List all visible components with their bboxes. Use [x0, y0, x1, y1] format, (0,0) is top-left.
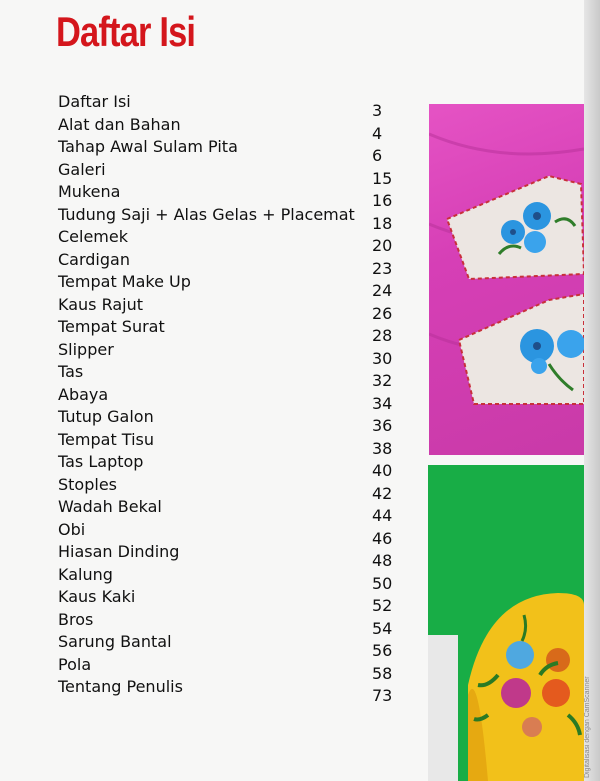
toc-label: Tudung Saji + Alas Gelas + Placemat	[58, 204, 355, 224]
toc-label: Kaus Kaki	[58, 587, 136, 606]
toc-page-number: 38	[372, 438, 393, 458]
toc-label: Celemek	[58, 227, 128, 246]
toc-row	[58, 519, 398, 548]
toc-label: Tentang Penulis	[58, 677, 183, 696]
toc-label: Cardigan	[58, 249, 130, 269]
photo-embroidered-yellow-case	[428, 465, 584, 781]
toc-row	[58, 452, 398, 480]
toc-label: Mukena	[58, 182, 121, 201]
toc-label: Hiasan Dinding	[58, 542, 180, 561]
toc-label: Obi	[58, 519, 86, 539]
toc-page-number: 26	[372, 303, 393, 323]
toc-page-number: 42	[372, 483, 393, 503]
toc-row	[58, 654, 398, 683]
toc-label: Stoples	[58, 474, 117, 494]
toc-page-number: 4	[372, 123, 383, 143]
toc-row	[58, 587, 398, 615]
toc-page-number: 23	[372, 258, 393, 278]
toc-row	[58, 204, 398, 233]
photo-yellow-case-illustration	[428, 465, 584, 781]
toc-row	[58, 542, 398, 570]
toc-page-number: 58	[372, 663, 393, 683]
toc-page-number: 40	[372, 461, 393, 480]
toc-page-number: 44	[372, 506, 393, 525]
toc-row	[58, 137, 398, 165]
toc-page-number: 18	[372, 213, 393, 233]
toc-page-number: 56	[372, 641, 393, 660]
toc-label: Sarung Bantal	[58, 632, 172, 651]
photo-pink-bag-illustration	[429, 104, 584, 455]
toc-row	[58, 564, 398, 593]
toc-row	[58, 294, 398, 323]
toc-page-number: 28	[372, 326, 393, 345]
toc-row	[58, 429, 398, 458]
toc-row	[58, 339, 398, 368]
toc-row	[58, 609, 398, 638]
toc-row	[58, 407, 398, 435]
photo-embroidered-pink-bag	[429, 104, 584, 455]
toc-label: Bros	[58, 609, 94, 629]
toc-row	[58, 474, 398, 503]
toc-page-number: 48	[372, 551, 393, 570]
toc-page-number: 3	[372, 101, 383, 120]
table-of-contents	[58, 92, 398, 705]
toc-label: Slipper	[58, 339, 114, 359]
toc-page-number: 16	[372, 191, 393, 210]
page-title: Daftar Isi	[56, 8, 196, 55]
toc-row	[58, 632, 398, 660]
toc-page-number: 73	[372, 686, 393, 705]
toc-label: Daftar Isi	[58, 92, 131, 111]
toc-label: Galeri	[58, 159, 106, 179]
toc-row	[58, 317, 398, 345]
toc-label: Alat dan Bahan	[58, 114, 181, 134]
toc-page-number: 50	[372, 573, 393, 593]
toc-label: Pola	[58, 654, 92, 674]
toc-row	[58, 159, 398, 188]
toc-page-number: 30	[372, 348, 393, 368]
toc-row	[58, 114, 398, 143]
toc-label: Tas Laptop	[58, 452, 144, 471]
toc-page-number: 15	[372, 168, 393, 188]
toc-label: Tutup Galon	[58, 407, 154, 426]
toc-row	[58, 227, 398, 255]
toc-label: Abaya	[58, 384, 109, 404]
toc-page-number: 36	[372, 416, 393, 435]
toc-page-number: 20	[372, 236, 393, 255]
toc-page-number: 52	[372, 596, 393, 615]
toc-label: Tahap Awal Sulam Pita	[58, 137, 238, 156]
toc-page-number: 24	[372, 281, 393, 300]
toc-page-number: 46	[372, 528, 393, 548]
toc-label: Tas	[58, 362, 84, 381]
toc-label: Tempat Surat	[58, 317, 165, 336]
toc-label: Kalung	[58, 564, 113, 584]
toc-row	[58, 362, 398, 390]
toc-label: Kaus Rajut	[58, 294, 144, 314]
toc-row	[58, 92, 398, 120]
toc-label: Wadah Bekal	[58, 497, 162, 516]
toc-page-number: 34	[372, 393, 393, 413]
toc-page-number: 6	[372, 146, 383, 165]
toc-page-number: 32	[372, 371, 393, 390]
toc-row	[58, 497, 398, 525]
toc-row	[58, 384, 398, 413]
toc-row	[58, 249, 398, 278]
toc-label: Tempat Make Up	[58, 272, 191, 291]
toc-row	[58, 182, 398, 210]
scanner-watermark: Digitalisasi dengan CamScanner	[584, 676, 591, 778]
toc-row	[58, 272, 398, 300]
toc-page-number: 54	[372, 618, 393, 638]
toc-row	[58, 677, 398, 705]
toc-label: Tempat Tisu	[58, 429, 155, 449]
